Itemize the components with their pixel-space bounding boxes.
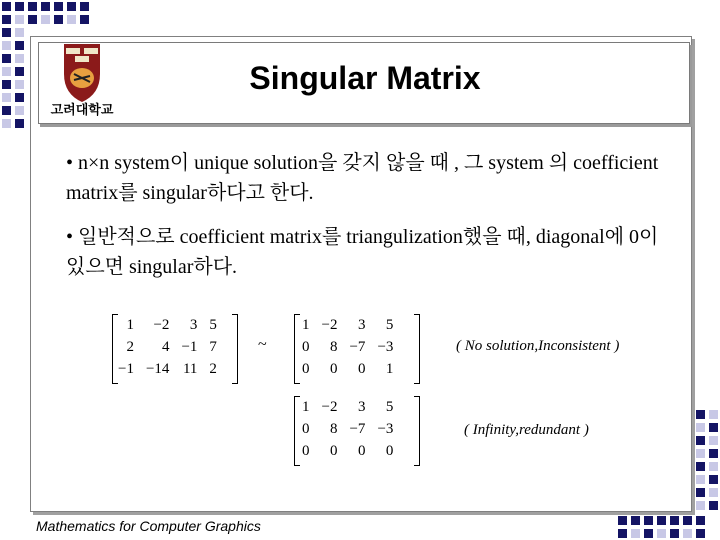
- matrix-cell: 1: [126, 316, 134, 333]
- decor-square: [696, 423, 705, 432]
- decor-square: [2, 93, 11, 102]
- university-logo: [44, 40, 120, 116]
- decor-square: [683, 529, 692, 538]
- decor-square: [696, 436, 705, 445]
- matrix-row: [296, 336, 399, 358]
- svg-text:고려대학교: 고려대학교: [50, 103, 114, 116]
- matrix-cell: 5: [209, 316, 217, 333]
- matrix-cell: 2: [126, 338, 134, 355]
- decor-square: [696, 462, 705, 471]
- matrix-cell: 3: [189, 316, 198, 333]
- matrix-row: [112, 336, 223, 358]
- decor-square: [15, 41, 24, 50]
- matrix-cell: 0: [302, 442, 310, 459]
- decor-square: [28, 2, 37, 11]
- matrix-row: [296, 418, 399, 440]
- footer-text: Mathematics for Computer Graphics: [36, 518, 261, 534]
- decor-square: [15, 28, 24, 37]
- matrix-cell: 5: [385, 316, 394, 333]
- matrix-cell: 11: [182, 360, 198, 377]
- decor-square: [54, 15, 63, 24]
- decor-square: [631, 529, 640, 538]
- matrix-cell: −2: [153, 316, 170, 333]
- matrix-cell: 0: [385, 442, 394, 459]
- decor-square: [15, 106, 24, 115]
- matrix-cell: −3: [377, 338, 394, 355]
- decor-square: [631, 516, 640, 525]
- matrix-b: [296, 314, 399, 380]
- matrix-cell: −7: [349, 338, 366, 355]
- decor-square: [696, 529, 705, 538]
- decor-square: [2, 28, 11, 37]
- decor-square: [2, 41, 11, 50]
- decor-square: [54, 2, 63, 11]
- decor-square: [2, 54, 11, 63]
- decor-square: [15, 119, 24, 128]
- matrix-cell: 0: [329, 442, 338, 459]
- bullet-1: • n×n system이 unique solution을 갖지 않을 때 , 그 system 의 coefficient matrix를 singular하다고 한다.: [66, 152, 659, 204]
- matrix-a: [112, 314, 223, 380]
- decor-square: [80, 15, 89, 24]
- decor-square: [709, 475, 718, 484]
- matrix-cell: −1: [181, 338, 198, 355]
- matrix-cell: 3: [357, 398, 366, 415]
- decor-square: [2, 2, 11, 11]
- equivalence-tilde: ~: [258, 336, 267, 353]
- decor-square: [2, 15, 11, 24]
- decor-square: [696, 475, 705, 484]
- matrix-cell: 8: [329, 338, 338, 355]
- matrix-cell: −2: [321, 316, 338, 333]
- decor-square: [709, 436, 718, 445]
- matrix-cell: 4: [161, 338, 170, 355]
- decor-square: [709, 449, 718, 458]
- decor-square: [67, 15, 76, 24]
- matrix-cell: 3: [357, 316, 366, 333]
- decor-square: [696, 501, 705, 510]
- decor-square: [657, 516, 666, 525]
- decor-square: [670, 529, 679, 538]
- matrix-row: [296, 440, 399, 462]
- matrix-row: [296, 314, 399, 336]
- decor-square: [2, 119, 11, 128]
- decor-square: [41, 2, 50, 11]
- decor-square: [618, 516, 627, 525]
- decor-square: [657, 529, 666, 538]
- matrix-cell: 8: [329, 420, 338, 437]
- decor-square: [709, 462, 718, 471]
- matrix-cell: −7: [349, 420, 366, 437]
- decor-square: [696, 516, 705, 525]
- decor-square: [696, 488, 705, 497]
- matrix-cell: 1: [302, 398, 310, 415]
- decor-square: [709, 423, 718, 432]
- matrix-c-right-bracket: [414, 396, 420, 466]
- decor-square: [683, 516, 692, 525]
- matrix-c: [296, 396, 399, 462]
- decor-square: [696, 410, 705, 419]
- slide-title: Singular Matrix: [249, 60, 481, 96]
- decor-square: [15, 54, 24, 63]
- matrix-cell: 2: [209, 360, 217, 377]
- decor-square: [15, 93, 24, 102]
- matrix-cell: 0: [302, 420, 310, 437]
- decor-square: [670, 516, 679, 525]
- bullet-2: • 일반적으로 coefficient matrix를 triangulization했을 때, diagonal에 0이 있으면 singular하다.: [66, 226, 659, 278]
- matrix-row: [112, 358, 223, 380]
- matrix-cell: −2: [321, 398, 338, 415]
- matrix-cell: 0: [329, 360, 338, 377]
- decor-square: [41, 15, 50, 24]
- decor-square: [644, 529, 653, 538]
- decor-square: [15, 67, 24, 76]
- decor-square: [2, 67, 11, 76]
- matrix-cell: 1: [385, 360, 394, 377]
- decor-square: [2, 80, 11, 89]
- decor-square: [696, 449, 705, 458]
- matrix-cell: 0: [302, 338, 310, 355]
- decor-square: [2, 106, 11, 115]
- matrix-cell: −3: [377, 420, 394, 437]
- decor-square: [15, 15, 24, 24]
- decor-square: [709, 488, 718, 497]
- matrix-cell: 0: [302, 360, 310, 377]
- matrix-row: [112, 314, 223, 336]
- matrix-a-right-bracket: [232, 314, 238, 384]
- decor-square: [15, 80, 24, 89]
- note-inconsistent: ( No solution,Inconsistent ): [456, 338, 620, 354]
- decor-square: [709, 501, 718, 510]
- decor-square: [15, 2, 24, 11]
- note-redundant: ( Infinity,redundant ): [464, 422, 589, 438]
- decor-square: [80, 2, 89, 11]
- matrix-cell: 7: [209, 338, 217, 355]
- matrix-cell: −1: [118, 360, 134, 377]
- matrix-cell: 0: [357, 442, 366, 459]
- decor-square: [67, 2, 76, 11]
- decor-square: [644, 516, 653, 525]
- matrix-row: [296, 358, 399, 380]
- decor-square: [28, 15, 37, 24]
- decor-square: [618, 529, 627, 538]
- matrix-cell: 1: [302, 316, 310, 333]
- matrix-cell: 5: [385, 398, 394, 415]
- matrix-cell: 0: [357, 360, 366, 377]
- matrix-b-right-bracket: [414, 314, 420, 384]
- decor-square: [709, 410, 718, 419]
- matrix-cell: −14: [145, 360, 170, 377]
- matrix-row: [296, 396, 399, 418]
